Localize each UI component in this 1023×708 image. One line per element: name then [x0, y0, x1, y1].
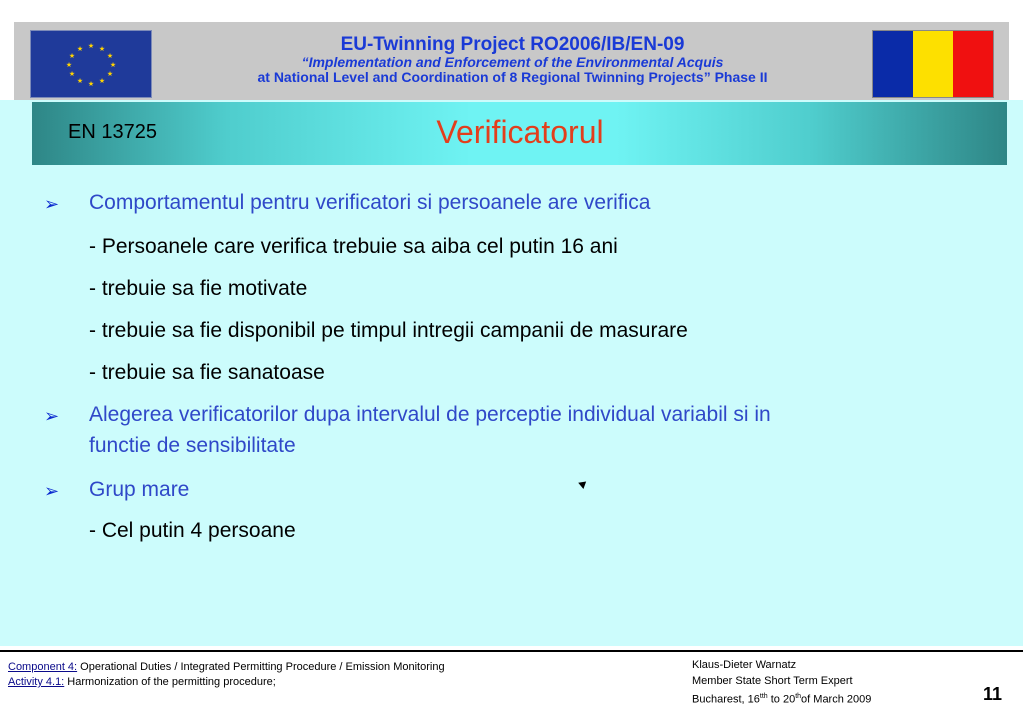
bullet-line: Comportamentul pentru verificatori si persoanele are verifica	[89, 191, 651, 214]
author-name: Klaus-Dieter Warnatz	[692, 659, 797, 671]
eu-flag-logo	[30, 30, 152, 98]
activity-text: Harmonization of the permitting procedure;	[64, 676, 276, 688]
footer-left-info	[8, 660, 445, 690]
footer-component	[8, 660, 445, 675]
svg-text:★: ★	[109, 61, 117, 69]
flag-stripe-red	[953, 31, 993, 97]
project-subtitle-1: “Implementation and Enforcement of the Environmental Acquis	[301, 54, 724, 70]
svg-text:★: ★	[87, 80, 95, 88]
sub-line: - trebuie sa fie motivate	[89, 277, 308, 300]
svg-text:★: ★	[98, 45, 106, 53]
bullet-line: Grup mare	[89, 478, 190, 501]
date-place: Bucharest, $16^{tth}$ to 20thof March 2009	[692, 693, 872, 706]
slide-title: Verificatorul	[436, 114, 604, 150]
component-text: Operational Duties / Integrated Permitting Procedure / Emission Monitoring	[77, 661, 445, 673]
svg-text:★: ★	[68, 52, 76, 60]
svg-text:★: ★	[76, 77, 84, 85]
svg-text:★: ★	[98, 77, 106, 85]
footer-right-info	[692, 657, 871, 708]
bullet-line: Alegerea verificatorilor dupa intervalul de perceptie individual variabil si in	[89, 403, 771, 426]
svg-text:★: ★	[76, 45, 84, 53]
sub-line: - trebuie sa fie sanatoase	[89, 361, 325, 384]
svg-text:★: ★	[106, 70, 114, 78]
project-header	[160, 34, 865, 85]
sub-line: - trebuie sa fie disponibil pe timpul intregii campanii de masurare	[89, 319, 688, 342]
romania-flag-logo	[872, 30, 994, 98]
bullet-arrow-icon: ➢	[44, 194, 60, 214]
project-subtitle-2: at National Level and Coordination of 8 Regional Twinning Projects” Phase II	[257, 69, 768, 85]
footer-activity	[8, 675, 445, 690]
flag-stripe-yellow	[913, 31, 953, 97]
sub-line: - Persoanele care verifica trebuie sa aiba cel putin 16 ani	[89, 235, 618, 258]
svg-text:★: ★	[65, 61, 73, 69]
svg-text:★: ★	[68, 70, 76, 78]
flag-stripe-blue	[873, 31, 913, 97]
author-role: Member State Short Term Expert	[692, 675, 853, 687]
component-label: Component 4:	[8, 661, 78, 673]
bullet-arrow-icon: ➢	[44, 406, 60, 426]
svg-text:★: ★	[87, 42, 95, 50]
svg-text:★: ★	[106, 52, 114, 60]
page-number: 11	[983, 684, 1003, 704]
project-title: EU-Twinning Project RO2006/IB/EN-09	[340, 34, 685, 55]
footer-divider	[0, 650, 1023, 652]
sub-line: - Cel putin 4 persoane	[89, 519, 296, 542]
activity-label: Activity 4.1:	[8, 676, 65, 688]
bullet-arrow-icon: ➢	[44, 481, 60, 501]
standard-code: EN 13725	[68, 121, 157, 143]
bullet-line-continued: functie de sensibilitate	[89, 434, 296, 457]
